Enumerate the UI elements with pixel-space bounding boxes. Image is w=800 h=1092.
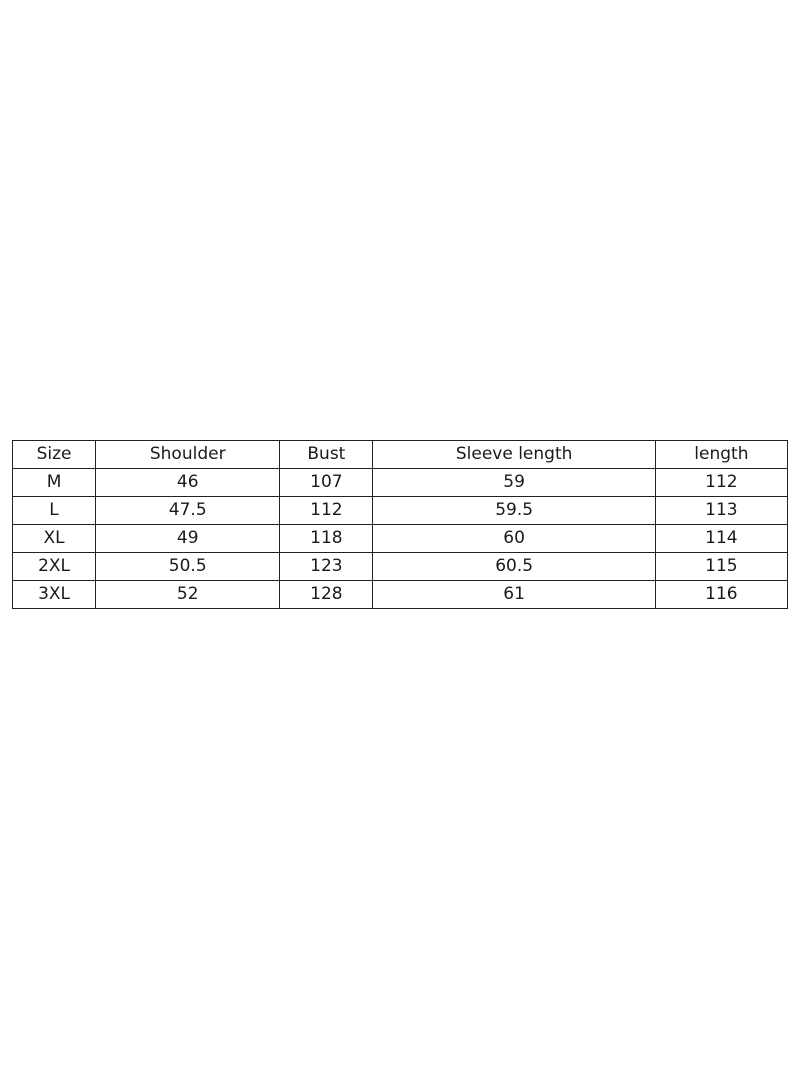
table-row: [13, 553, 788, 581]
cell-bust: 118: [280, 525, 373, 553]
cell-length: 114: [655, 525, 787, 553]
table-row: [13, 497, 788, 525]
header-row: [13, 441, 788, 469]
table-row: [13, 525, 788, 553]
cell-length: 113: [655, 497, 787, 525]
cell-size: 2XL: [13, 553, 96, 581]
cell-length: 115: [655, 553, 787, 581]
cell-shoulder: 46: [96, 469, 280, 497]
size-chart-table: [12, 440, 788, 609]
cell-length: 112: [655, 469, 787, 497]
cell-shoulder: 47.5: [96, 497, 280, 525]
cell-sleeve-length: 60: [373, 525, 655, 553]
cell-bust: 128: [280, 581, 373, 609]
cell-sleeve-length: 61: [373, 581, 655, 609]
cell-size: 3XL: [13, 581, 96, 609]
cell-shoulder: 50.5: [96, 553, 280, 581]
cell-shoulder: 52: [96, 581, 280, 609]
cell-size: XL: [13, 525, 96, 553]
header-shoulder: Shoulder: [96, 441, 280, 469]
header-sleeve-length: Sleeve length: [373, 441, 655, 469]
table-row: [13, 581, 788, 609]
header-length: length: [655, 441, 787, 469]
cell-shoulder: 49: [96, 525, 280, 553]
cell-sleeve-length: 60.5: [373, 553, 655, 581]
header-bust: Bust: [280, 441, 373, 469]
cell-bust: 107: [280, 469, 373, 497]
cell-sleeve-length: 59.5: [373, 497, 655, 525]
header-size: Size: [13, 441, 96, 469]
cell-size: M: [13, 469, 96, 497]
cell-length: 116: [655, 581, 787, 609]
cell-bust: 112: [280, 497, 373, 525]
table-row: [13, 469, 788, 497]
cell-bust: 123: [280, 553, 373, 581]
cell-sleeve-length: 59: [373, 469, 655, 497]
cell-size: L: [13, 497, 96, 525]
